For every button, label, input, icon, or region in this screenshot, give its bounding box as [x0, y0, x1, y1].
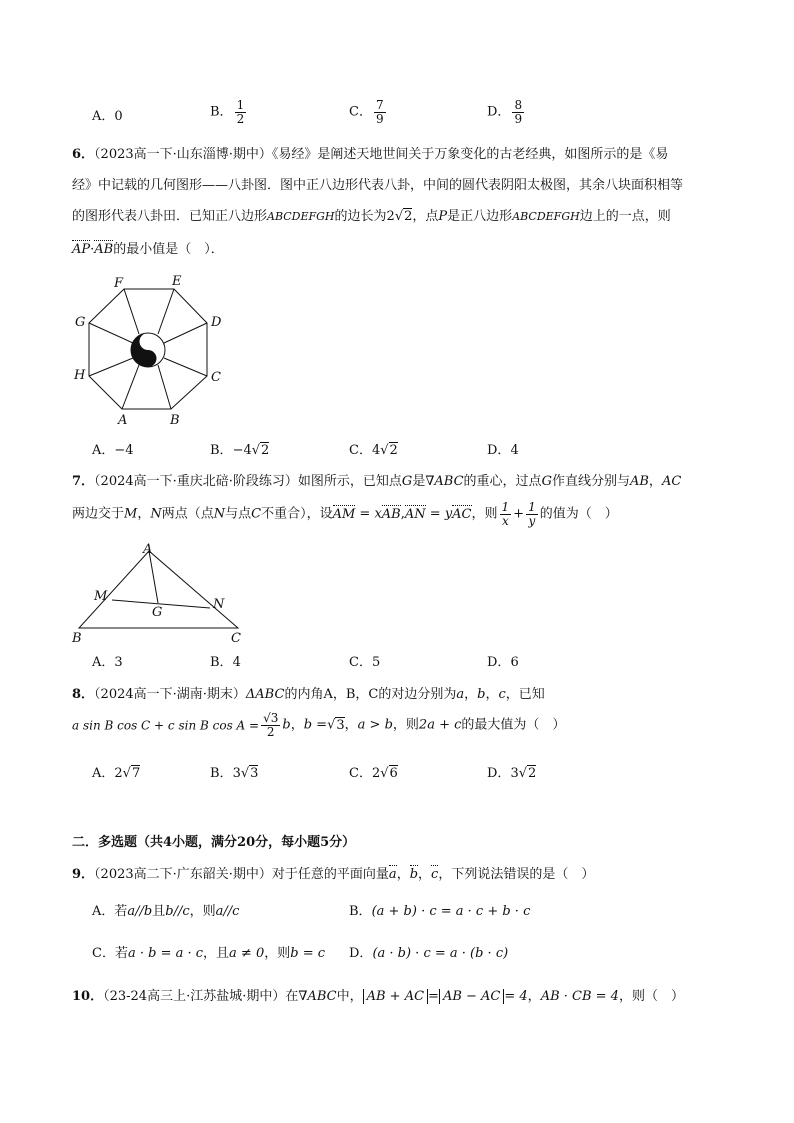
question-source: （2023高二下·广东韶关·期中） [94, 867, 272, 882]
option-label: C． [92, 946, 115, 961]
q7-option-c[interactable]: C．5 [349, 655, 381, 670]
fraction: $\frac{8}{9}$ [514, 98, 523, 126]
fraction: $\frac{1}{x}$ [501, 500, 510, 528]
q6-option-a[interactable]: A．−4 [92, 443, 134, 458]
vertex-label: G [75, 315, 86, 330]
option-label: C． [349, 766, 372, 781]
q9-option-a[interactable]: A．若a//b且b//c，则a//c [92, 904, 240, 919]
option-label: B． [349, 904, 372, 919]
triangle-diagram [70, 538, 250, 648]
option-label: D． [487, 766, 511, 781]
q8-line2: a sin B cos C + c sin B cos A = $\frac{√3}{2}$ b，b =√3，a > b，则2a + c的最大值为（ ） [72, 711, 566, 739]
q7-line1: 7．（2024高一下·重庆北碚·阶段练习）如图所示，已知点G是∇ABC的重心，过点G作直线分别与AB，AC [72, 474, 682, 489]
q9-stem: 9．（2023高二下·广东韶关·期中）对于任意的平面向量a，b，c，下列说法错误的是（ ） [72, 867, 595, 882]
option-label: C． [349, 443, 372, 458]
point-label: C [231, 631, 241, 646]
option-label: D． [349, 946, 373, 961]
option-label: A． [92, 109, 115, 124]
option-label: A． [92, 443, 115, 458]
question-number: 10． [72, 989, 104, 1004]
q6-line2: 经》中记载的几何图形——八卦图．图中正八边形代表八卦，中间的圆代表阴阳太极图，其余八块面积相等 [72, 178, 684, 193]
option-label: B． [210, 655, 233, 670]
q5-option-c[interactable] [349, 99, 388, 126]
option-label: C． [349, 655, 372, 670]
q9-option-d[interactable]: D．(a · b) · c = a · (b · c) [349, 946, 509, 961]
q6-line4: AP·AB的最小值是（ ）． [72, 242, 224, 257]
fraction: $\frac{√3}{2}$ [263, 711, 279, 739]
point-label: B [72, 631, 82, 646]
q7-line2: 两边交于M，N两点（点N与点C不重合），设AM = xAB,AN = yAC，则 $\frac{1}{x}$ + $\frac{1}{y}$ 的值为（ ） [72, 500, 618, 528]
q5-option-a[interactable] [92, 108, 123, 126]
q6-line3: 的图形代表八卦田．已知正八边形ABCDEFGH的边长为2√2，点P是正八边形ABCDEFGH边上的一点，则 [72, 209, 671, 224]
question-number: 7． [72, 474, 95, 489]
question-number: 6． [72, 147, 95, 162]
question-number: 9． [72, 867, 95, 882]
q7-option-b[interactable]: B．4 [210, 655, 241, 670]
q8-option-d[interactable]: D．3√2 [487, 766, 537, 781]
q6-option-d[interactable]: D．4 [487, 443, 519, 458]
q9-option-b[interactable]: B．(a + b) · c = a · c + b · c [349, 904, 531, 919]
point-label: N [213, 597, 225, 612]
option-label: B． [210, 766, 233, 781]
question-source: （23-24高三上·江苏盐城·期中） [103, 989, 286, 1004]
q6-option-b[interactable]: B．−4√2 [210, 443, 270, 458]
yin-yang-icon [131, 333, 165, 367]
question-source: （2024高一下·湖南·期末） [94, 687, 246, 702]
option-label: A． [92, 766, 115, 781]
bagua-diagram [66, 268, 236, 428]
option-label: D． [487, 655, 511, 670]
vertex-label: D [211, 315, 222, 330]
q8-option-b[interactable]: B．3√3 [210, 766, 259, 781]
q5-option-d[interactable] [487, 99, 526, 126]
option-label: D． [487, 104, 511, 120]
vertex-label: E [172, 274, 182, 289]
vertex-label: C [211, 370, 221, 385]
vertex-label: A [118, 413, 128, 428]
option-label: A． [92, 655, 115, 670]
q8-option-c[interactable]: C．2√6 [349, 766, 398, 781]
point-label: G [152, 605, 163, 620]
option-label: B． [210, 443, 233, 458]
question-source: （2023高一下·山东淄博·期中） [94, 147, 272, 162]
option-label: C． [349, 104, 372, 120]
option-label: B． [210, 104, 233, 120]
q10-stem: 10．（23-24高三上·江苏盐城·期中）在∇ABC中， AB + AC = AB − AC = 4，AB · CB = 4，则（ ） [72, 989, 684, 1004]
q7-option-d[interactable]: D．6 [487, 655, 519, 670]
q7-option-a[interactable]: A．3 [92, 655, 123, 670]
point-label: A [143, 542, 153, 557]
point-label: M [94, 589, 108, 604]
option-label: D． [487, 443, 511, 458]
vertex-label: F [114, 276, 124, 291]
q8-line1: 8．（2024高一下·湖南·期末）ΔABC的内角A，B，C的对边分别为a，b，c，已知 [72, 687, 545, 702]
section-title: 二．多选题（共4小题，满分20分，每小题5分） [72, 835, 356, 850]
fraction: $\frac{1}{y}$ [528, 500, 536, 528]
question-number: 8． [72, 687, 95, 702]
q6-line1: 6．（2023高一下·山东淄博·期中）《易经》是阐述天地世间关于万象变化的古老经典，如图所示的是《易 [72, 147, 669, 162]
q8-option-a[interactable]: A．2√7 [92, 766, 141, 781]
vertex-label: B [170, 413, 180, 428]
question-source: （2024高一下·重庆北碚·阶段练习） [94, 474, 298, 489]
vertex-label: H [74, 368, 86, 383]
fraction: $\frac{7}{9}$ [375, 98, 384, 126]
q9-option-c[interactable]: C．若a · b = a · c，且a ≠ 0，则b = c [92, 946, 326, 961]
option-value: 0 [114, 109, 123, 124]
option-label: A． [92, 904, 115, 919]
q6-option-c[interactable]: C．4√2 [349, 443, 398, 458]
fraction: $\frac{1}{2}$ [236, 98, 245, 126]
q5-option-b[interactable] [210, 99, 248, 126]
